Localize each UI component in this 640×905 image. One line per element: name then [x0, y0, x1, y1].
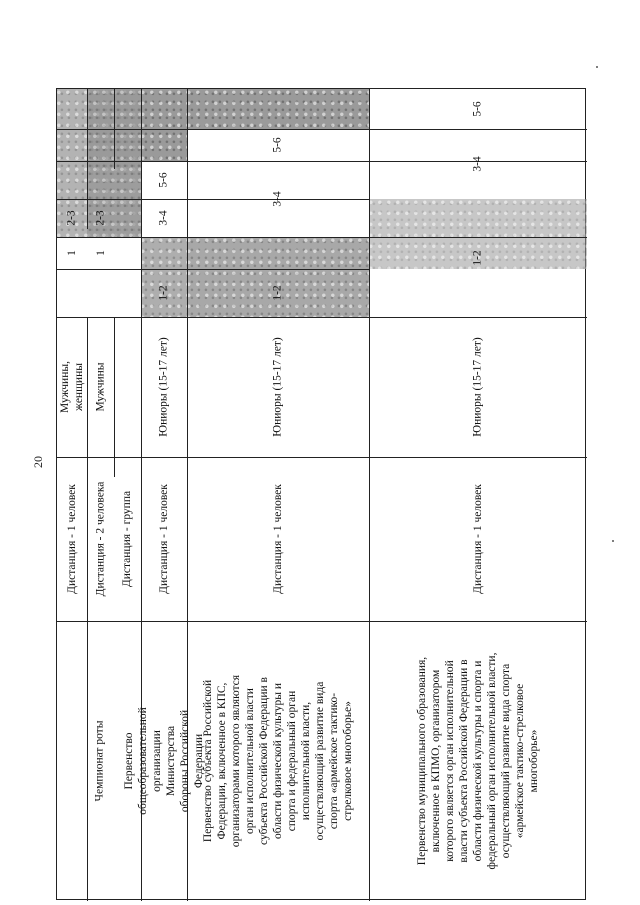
- row1-val-34: 3-4: [158, 210, 170, 226]
- scan-speck: [612, 540, 614, 542]
- header-gender-men: Мужчины: [94, 362, 107, 412]
- row2-val-12: 1-2: [272, 285, 284, 301]
- row1-val-12: 1-2: [158, 285, 170, 301]
- header-distance-two: Дистанция - 2 человека: [94, 481, 107, 597]
- row3-val-56: 5-6: [472, 101, 484, 117]
- row1-title: Первенство общеобразовательной организации Министерства обороны Российской Федерации: [123, 707, 205, 815]
- row2-distance: Дистанция - 1 человек: [271, 484, 284, 594]
- row3-val-34: 3-4: [472, 156, 484, 172]
- header-mixed-1: 1: [66, 250, 78, 256]
- row2-category: Юниоры (15-17 лет): [272, 337, 284, 437]
- scan-speck: [596, 66, 598, 68]
- header-distance-person: Дистанция - 1 человек: [66, 484, 79, 594]
- row3-title: Первенство муниципального образования, включенное в КПМО, организатором которого является орган исполнительной власти субъекта Российской Федерации в области физической культуры и спорта и федеральный орган исполнительной власти, осуществляющий развитие вида спорта «армейское тактико-стрелковое многоборье»: [416, 652, 540, 870]
- header-distance-group: Дистанция - группа: [121, 490, 134, 588]
- row2-val-56: 5-6: [272, 137, 284, 153]
- row2-val-34: 3-4: [272, 191, 284, 207]
- shaded-cell: [187, 89, 369, 129]
- row3-distance: Дистанция - 1 человек: [471, 484, 484, 594]
- row3-category: Юниоры (15-17 лет): [472, 337, 484, 437]
- row2-title: Первенство субъекта Российской Федерации, включенное в КПС, организаторами которого являются орган исполнительной власти субъекта Российской Федерации в области физической культуры и спорта и федеральный орган исполнительной власти, осуществляющий развитие вида спорта «армейское тактико-стрелковое многоборье»: [202, 674, 354, 848]
- header-mixed-23: 2-3: [66, 210, 78, 226]
- row1-category: Юниоры (15-17 лет): [158, 337, 170, 437]
- shaded-cell: [141, 89, 187, 161]
- page-number: 20: [31, 456, 45, 468]
- row1-val-56: 5-6: [158, 172, 170, 188]
- header-men-1: 1: [94, 250, 107, 256]
- row3-val-12: 1-2: [472, 250, 484, 266]
- header-title: Чемпионат роты: [92, 720, 105, 802]
- row1-distance: Дистанция - 1 человек: [158, 484, 171, 594]
- results-table: [56, 88, 586, 900]
- header-men-23: 2-3: [94, 210, 107, 226]
- header-gender-mixed: Мужчины, женщины: [59, 361, 86, 413]
